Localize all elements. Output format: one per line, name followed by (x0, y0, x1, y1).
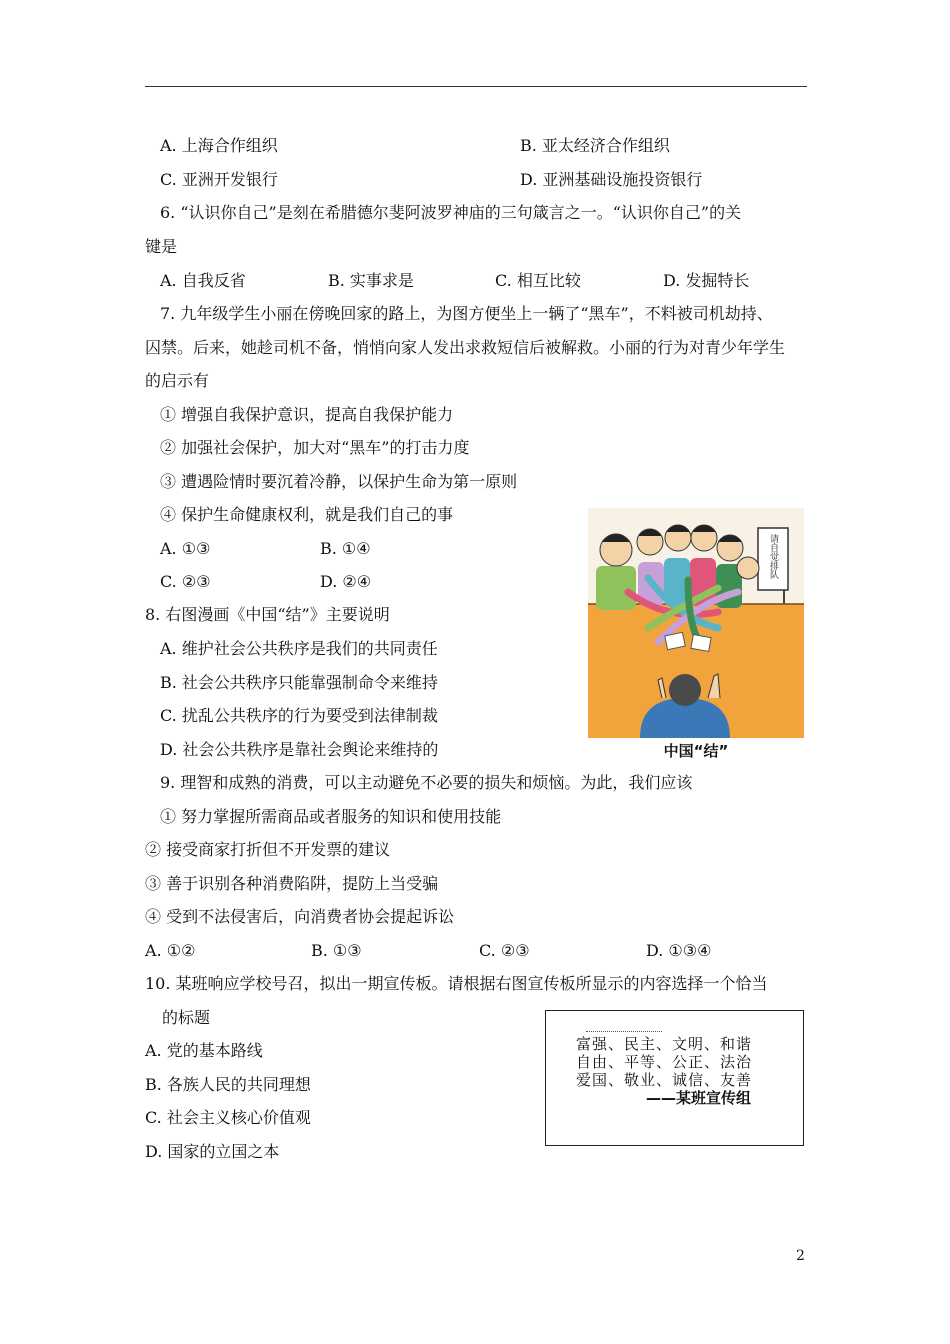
q7-stem-line2: 囚禁。后来，她趁司机不备，悄悄向家人发出求救短信后被解救。小丽的行为对青少年学生 (145, 338, 786, 357)
q7-item-4: ④ 保护生命健康权利，就是我们自己的事 (160, 505, 454, 524)
q5-option-d: D. 亚洲基础设施投资银行 (520, 170, 703, 189)
q6-stem-line2: 键是 (145, 237, 178, 256)
q10-option-d: D. 国家的立国之本 (145, 1142, 280, 1161)
q9-item-3: ③ 善于识别各种消费陷阱，提防上当受骗 (145, 874, 439, 893)
crowd-figures (596, 525, 759, 610)
q8-option-c: C. 扰乱公共秩序的行为要受到法律制裁 (160, 706, 438, 725)
q10-option-a: A. 党的基本路线 (145, 1041, 263, 1060)
propaganda-board (545, 1010, 804, 1146)
q10-option-b: B. 各族人民的共同理想 (145, 1075, 311, 1094)
board-row-1: 富强、民主、文明、和谐 (576, 1035, 753, 1053)
q6-option-c: C. 相互比较 (495, 271, 581, 290)
q10-stem-line1: 10. 某班响应学校号召，拟出一期宣传板。请根据右图宣传板所显示的内容选择一个恰当 (145, 974, 768, 993)
q9-item-4: ④ 受到不法侵害后，向消费者协会提起诉讼 (145, 907, 455, 926)
q10-stem-line2: 的标题 (162, 1008, 211, 1027)
q7-item-2: ② 加强社会保护，加大对“黑车”的打击力度 (160, 438, 470, 457)
q8-option-a: A. 维护社会公共秩序是我们的共同责任 (160, 639, 438, 658)
q9-stem: 9. 理智和成熟的消费，可以主动避免不必要的损失和烦恼。为此，我们应该 (160, 773, 693, 792)
q7-option-d: D. ②④ (320, 572, 372, 591)
q7-option-a: A. ①③ (160, 539, 211, 558)
q6-option-d: D. 发掘特长 (663, 271, 750, 290)
q6-option-b: B. 实事求是 (328, 271, 414, 290)
header-rule (145, 86, 807, 87)
q9-item-2: ② 接受商家打折但不开发票的建议 (145, 840, 391, 859)
board-signature: ——某班宣传组 (646, 1089, 752, 1107)
q10-option-c: C. 社会主义核心价值观 (145, 1108, 311, 1127)
board-row-2: 自由、平等、公正、法治 (576, 1053, 753, 1071)
queue-sign-text: 请自觉排队 (768, 534, 778, 579)
q9-option-b: B. ①③ (311, 941, 362, 960)
q7-item-3: ③ 遭遇险情时要沉着冷静，以保护生命为第一原则 (160, 472, 518, 491)
q8-option-b: B. 社会公共秩序只能靠强制命令来维持 (160, 673, 438, 692)
board-dotted-line (586, 1031, 662, 1032)
q8-stem: 8. 右图漫画《中国“结”》主要说明 (145, 605, 390, 624)
q7-option-c: C. ②③ (160, 572, 211, 591)
q5-option-b: B. 亚太经济合作组织 (520, 136, 670, 155)
q7-stem-line1: 7. 九年级学生小丽在傍晚回家的路上，为图方便坐上一辆了“黑车”，不料被司机劫持、 (160, 304, 773, 323)
cartoon-caption: 中国“结” (663, 742, 729, 760)
q6-option-a: A. 自我反省 (160, 271, 246, 290)
cartoon-illustration (588, 508, 804, 738)
q7-stem-line3: 的启示有 (145, 371, 210, 390)
q8-option-d: D. 社会公共秩序是靠社会舆论来维持的 (160, 740, 439, 759)
page-number: 2 (796, 1248, 805, 1264)
board-row-3: 爱国、敬业、诚信、友善 (576, 1071, 753, 1089)
q9-option-c: C. ②③ (479, 941, 530, 960)
q7-item-1: ① 增强自我保护意识，提高自我保护能力 (160, 405, 454, 424)
q9-option-d: D. ①③④ (646, 941, 712, 960)
q7-option-b: B. ①④ (320, 539, 371, 558)
q6-stem-line1: 6. “认识你自己”是刻在希腊德尔斐阿波罗神庙的三句箴言之一。“认识你自己”的关 (160, 203, 742, 222)
q5-option-a: A. 上海合作组织 (160, 136, 278, 155)
q9-item-1: ① 努力掌握所需商品或者服务的知识和使用技能 (160, 807, 502, 826)
q9-option-a: A. ①② (145, 941, 196, 960)
q5-option-c: C. 亚洲开发银行 (160, 170, 278, 189)
